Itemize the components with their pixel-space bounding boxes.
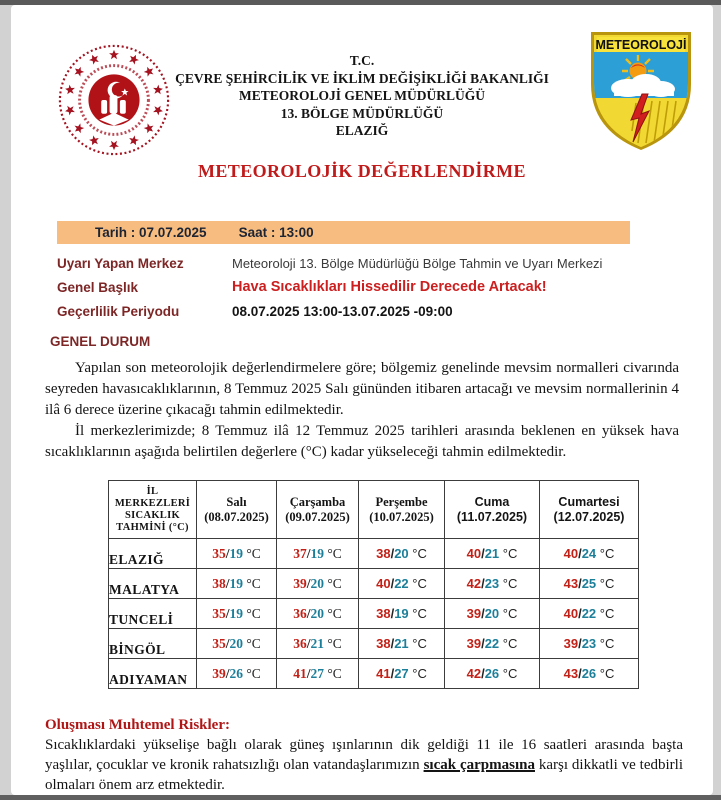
city-cell: ADIYAMAN	[109, 659, 197, 689]
temperature-cell: 38/21 °C	[359, 629, 445, 659]
field-validity-period	[57, 299, 667, 323]
unit-label: °C	[596, 546, 615, 561]
unit-label: °C	[499, 576, 518, 591]
min-temperature: 22	[484, 636, 500, 651]
unit-label: °C	[596, 636, 615, 651]
unit-label: °C	[499, 636, 518, 651]
unit-label: °C	[596, 606, 615, 621]
max-temperature: 41	[376, 666, 391, 681]
org-line-city: ELAZIĞ	[335, 123, 389, 138]
photo-edge-bottom	[0, 795, 721, 800]
warning-center-label: Uyarı Yapan Merkez	[57, 255, 184, 271]
temperature-cell: 36/21 °C	[277, 629, 359, 659]
min-temperature: 19	[394, 606, 409, 621]
table-header-row	[109, 481, 639, 539]
min-temperature: 20	[310, 605, 324, 621]
table-row	[109, 659, 639, 689]
max-temperature: 37	[293, 545, 307, 561]
min-temperature: 21	[310, 635, 324, 651]
temperature-cell: 43/26 °C	[540, 659, 639, 689]
min-temperature: 19	[310, 545, 324, 561]
org-line-region: 13. BÖLGE MÜDÜRLÜĞÜ	[280, 105, 444, 121]
unit-label: °C	[242, 545, 261, 561]
temperature-cell: 36/20 °C	[277, 599, 359, 629]
corner-line: İL	[146, 485, 159, 497]
max-temperature: 41	[293, 665, 307, 681]
max-temperature: 40	[466, 546, 482, 561]
general-paragraph-2: İl merkezlerimizde; 8 Temmuz ilâ 12 Temmuz 2025 tarihleri arasında beklenen en yüksek hava sıcaklıklarının aşağıda belirtilen değerlere (°C) kadar yükseleceği tahmin edilmektedir.	[45, 423, 679, 460]
general-situation-text	[45, 358, 679, 463]
temperature-cell: 40/24 °C	[540, 539, 639, 569]
temperature-cell: 38/19 °C	[359, 599, 445, 629]
unit-label: °C	[408, 546, 427, 561]
min-temperature: 20	[229, 635, 243, 651]
field-warning-center	[57, 251, 667, 275]
max-temperature: 42	[466, 576, 482, 591]
report-date: Tarih : 07.07.2025	[95, 225, 207, 240]
unit-label: °C	[499, 546, 518, 561]
unit-label: °C	[242, 665, 261, 681]
max-temperature: 43	[563, 576, 579, 591]
risks-text-before: Sıcaklıklardaki yükselişe bağlı olarak güneş ışınlarının dik geldiği 11 ile 16 saatleri arasında başta yaşlılar, çocuklar ve kronik rahatsızlığı olan vatandaşlarımızın	[45, 737, 683, 773]
max-temperature: 39	[466, 636, 482, 651]
day-header-cumartesi: Cumartesi (12.07.2025)	[540, 481, 639, 539]
city-cell: TUNCELİ	[109, 599, 197, 629]
min-temperature: 19	[229, 575, 243, 591]
day-header-cuma: Cuma (11.07.2025)	[445, 481, 540, 539]
temperature-cell: 41/27 °C	[359, 659, 445, 689]
city-cell: ELAZIĞ	[109, 539, 197, 569]
min-temperature: 26	[484, 666, 500, 681]
temperature-cell: 40/21 °C	[445, 539, 540, 569]
temperature-cell: 42/23 °C	[445, 569, 540, 599]
temperature-cell: 37/19 °C	[277, 539, 359, 569]
max-temperature: 43	[563, 666, 579, 681]
unit-label: °C	[408, 636, 427, 651]
headline-value: Hava Sıcaklıkları Hissedilir Derecede Artacak!	[232, 279, 547, 295]
table-row	[109, 599, 639, 629]
min-temperature: 22	[394, 576, 409, 591]
unit-label: °C	[596, 666, 615, 681]
min-temperature: 20	[484, 606, 500, 621]
unit-label: °C	[323, 665, 342, 681]
max-temperature: 35	[212, 605, 226, 621]
city-cell: BİNGÖL	[109, 629, 197, 659]
max-temperature: 39	[466, 606, 482, 621]
min-temperature: 19	[229, 605, 243, 621]
min-temperature: 25	[581, 576, 597, 591]
max-temperature: 39	[563, 636, 579, 651]
risks-text-after: karşı dikkatli ve tedbirli olmaları önem arz etmektedir.	[45, 757, 684, 793]
table-row	[109, 539, 639, 569]
risks-paragraph	[45, 735, 683, 795]
unit-label: °C	[596, 576, 615, 591]
temperature-cell: 39/23 °C	[540, 629, 639, 659]
temperature-cell: 43/25 °C	[540, 569, 639, 599]
max-temperature: 39	[293, 575, 307, 591]
unit-label: °C	[408, 576, 427, 591]
corner-line: SICAKLIK	[125, 509, 180, 521]
unit-label: °C	[242, 575, 261, 591]
temperature-cell: 39/20 °C	[277, 569, 359, 599]
min-temperature: 21	[484, 546, 500, 561]
min-temperature: 22	[581, 606, 597, 621]
report-fields	[57, 251, 667, 323]
unit-label: °C	[499, 606, 518, 621]
unit-label: °C	[323, 575, 342, 591]
max-temperature: 38	[376, 636, 391, 651]
headline-label: Genel Başlık	[57, 279, 139, 295]
table-row	[109, 569, 639, 599]
max-temperature: 42	[466, 666, 482, 681]
general-paragraph-1: Yapılan son meteorolojik değerlendirmelere göre; bölgemiz genelinde mevsim normalleri civarında seyreden havasıcaklıklarının, 8 Temmuz 2025 Salı gününden itibaren artacağı ve mevsim normallerinin 4 ilâ 6 derece üzerine çıkacağı tahmin edilmektedir.	[45, 360, 679, 418]
risks-heading: Oluşması Muhtemel Riskler:	[45, 717, 230, 733]
min-temperature: 26	[229, 665, 243, 681]
temperature-cell: 42/26 °C	[445, 659, 540, 689]
max-temperature: 40	[563, 546, 579, 561]
temperature-cell: 40/22 °C	[540, 599, 639, 629]
min-temperature: 20	[394, 546, 409, 561]
risks-highlight: sıcak çarpmasına	[423, 757, 535, 773]
unit-label: °C	[242, 605, 261, 621]
day-header-persembe: Perşembe (10.07.2025)	[359, 481, 445, 539]
max-temperature: 40	[563, 606, 579, 621]
min-temperature: 23	[484, 576, 500, 591]
general-situation-heading: GENEL DURUM	[50, 334, 151, 349]
forecast-table-body	[109, 539, 639, 689]
meteoroloji-shield-logo	[588, 31, 694, 151]
min-temperature: 27	[310, 665, 324, 681]
max-temperature: 36	[293, 605, 307, 621]
unit-label: °C	[323, 605, 342, 621]
corner-line: TAHMİNİ (°C)	[116, 521, 189, 533]
max-temperature: 38	[376, 606, 391, 621]
min-temperature: 23	[581, 636, 597, 651]
unit-label: °C	[323, 635, 342, 651]
max-temperature: 35	[212, 545, 226, 561]
min-temperature: 19	[229, 545, 243, 561]
report-time: Saat : 13:00	[238, 225, 314, 240]
max-temperature: 38	[376, 546, 391, 561]
met-logo-label: METEOROLOJİ	[595, 38, 687, 52]
unit-label: °C	[499, 666, 518, 681]
min-temperature: 20	[310, 575, 324, 591]
date-time-bar	[57, 221, 630, 244]
temperature-forecast-table	[108, 480, 639, 689]
org-line-ministry: ÇEVRE ŞEHİRCİLİK VE İKLİM DEĞİŞİKLİĞİ BAKANLIĞI	[175, 70, 549, 86]
max-temperature: 35	[212, 635, 226, 651]
min-temperature: 27	[394, 666, 409, 681]
org-line-general-directorate: METEOROLOJİ GENEL MÜDÜRLÜĞÜ	[238, 88, 486, 103]
temperature-cell: 38/20 °C	[359, 539, 445, 569]
unit-label: °C	[408, 606, 427, 621]
temperature-cell: 38/19 °C	[197, 569, 277, 599]
warning-center-value: Meteoroloji 13. Bölge Müdürlüğü Bölge Tahmin ve Uyarı Merkezi	[232, 255, 603, 271]
validity-period-value: 08.07.2025 13:00-13.07.2025 -09:00	[232, 303, 453, 319]
day-header-sali: Salı (08.07.2025)	[197, 481, 277, 539]
temperature-cell: 35/19 °C	[197, 539, 277, 569]
unit-label: °C	[323, 545, 342, 561]
unit-label: °C	[242, 635, 261, 651]
max-temperature: 38	[212, 575, 226, 591]
temperature-cell: 35/20 °C	[197, 629, 277, 659]
temperature-cell: 39/20 °C	[445, 599, 540, 629]
page-title: METEOROLOJİK DEĞERLENDİRME	[198, 161, 526, 181]
min-temperature: 26	[581, 666, 597, 681]
city-cell: MALATYA	[109, 569, 197, 599]
day-header-carsamba: Çarşamba (09.07.2025)	[277, 481, 359, 539]
temperature-cell: 41/27 °C	[277, 659, 359, 689]
org-line-tc: T.C.	[349, 53, 375, 68]
max-temperature: 39	[212, 665, 226, 681]
min-temperature: 21	[394, 636, 409, 651]
corner-line: MERKEZLERİ	[114, 497, 191, 509]
max-temperature: 40	[376, 576, 391, 591]
document-page	[11, 5, 713, 795]
min-temperature: 24	[581, 546, 597, 561]
temperature-cell: 39/26 °C	[197, 659, 277, 689]
field-headline	[57, 275, 667, 299]
temperature-cell: 39/22 °C	[445, 629, 540, 659]
table-row	[109, 629, 639, 659]
unit-label: °C	[408, 666, 427, 681]
corner-header-cell	[109, 481, 197, 539]
validity-period-label: Geçerlilik Periyodu	[57, 303, 180, 319]
temperature-cell: 40/22 °C	[359, 569, 445, 599]
max-temperature: 36	[293, 635, 307, 651]
temperature-cell: 35/19 °C	[197, 599, 277, 629]
